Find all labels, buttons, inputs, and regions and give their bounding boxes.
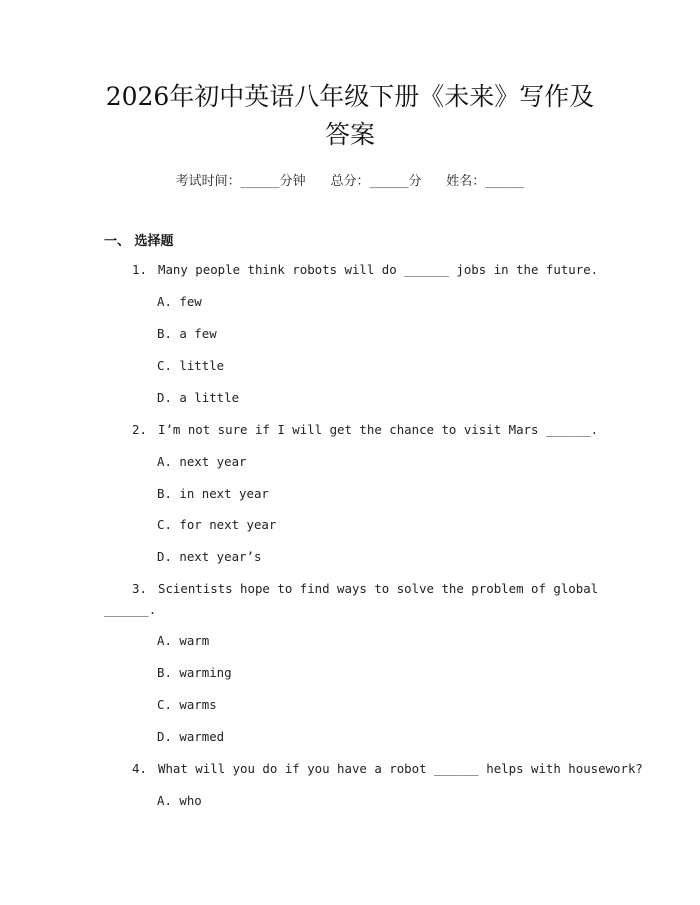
title-line-1: 2026年初中英语八年级下册《未来》写作及 [105, 82, 595, 111]
option: C. for next year [157, 517, 277, 532]
question-number: 4. [132, 761, 147, 776]
question-text-continuation: ______. [104, 602, 157, 617]
section-title: 选择题 [134, 234, 174, 249]
question-number: 1. [132, 262, 147, 277]
score-label: 总分：______分 [330, 174, 422, 189]
option: D. next year’s [157, 549, 262, 564]
question-3 [132, 581, 632, 596]
question-text: Many people think robots will do ______ jobs in the future. [158, 262, 599, 277]
question-number: 2. [132, 422, 147, 437]
question-1 [132, 262, 632, 277]
time-label: 考试时间：______分钟 [175, 174, 306, 189]
question-number: 3. [132, 581, 147, 596]
question-2 [132, 422, 632, 437]
option: C. little [157, 358, 225, 373]
question-text: I’m not sure if I will get the chance to visit Mars ______. [158, 422, 599, 437]
question-4 [132, 761, 643, 776]
document-title [70, 78, 630, 154]
exam-meta [0, 170, 700, 189]
option: B. a few [157, 326, 217, 341]
option: D. a little [157, 390, 240, 405]
option: A. warm [157, 633, 210, 648]
option: A. next year [157, 454, 247, 469]
option: C. warms [157, 697, 217, 712]
title-line-2: 答案 [324, 120, 375, 149]
option: D. warmed [157, 729, 225, 744]
option: A. few [157, 294, 202, 309]
section-number: 一、 [104, 234, 131, 249]
option: B. warming [157, 665, 232, 680]
option: A. who [157, 793, 202, 808]
section-heading [104, 230, 174, 249]
name-label: 姓名：______ [446, 174, 525, 189]
question-text: Scientists hope to find ways to solve the problem of global [158, 581, 599, 596]
option: B. in next year [157, 486, 269, 501]
question-text: What will you do if you have a robot ______ helps with housework? [158, 761, 643, 776]
